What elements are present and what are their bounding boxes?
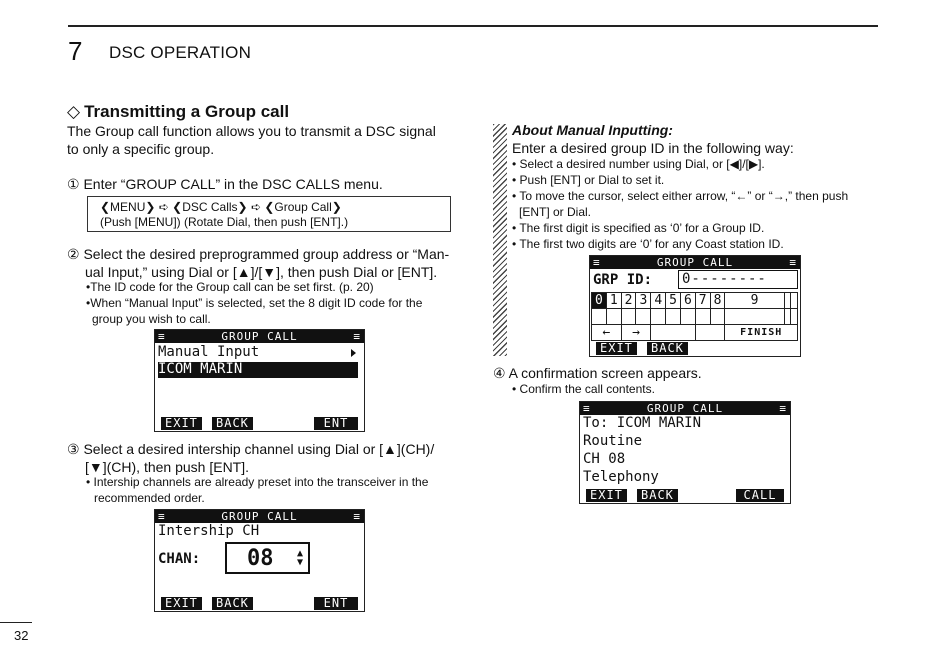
back-softkey[interactable]: BACK [212, 417, 253, 430]
section-heading [67, 102, 289, 122]
exit-softkey[interactable]: EXIT [596, 342, 637, 355]
lcd-title: GROUP CALL [646, 402, 724, 415]
call-softkey[interactable]: CALL [736, 489, 784, 502]
manual-bullet-3: • To move the cursor, select either arrow, “←” or “→,” then push [512, 189, 849, 203]
channel-value: 08 [247, 546, 274, 571]
grp-id-label: GRP ID: [593, 272, 653, 288]
empty-key [791, 293, 798, 309]
grp-id-input[interactable]: 0-------- [678, 270, 798, 289]
menu-icon: ≡ [583, 402, 591, 415]
menu-icon: ≡ [158, 330, 166, 343]
lcd-title: GROUP CALL [656, 256, 734, 269]
arrow-right-icon [351, 349, 356, 357]
digit-key[interactable]: 1 [606, 293, 621, 309]
digit-key[interactable]: 3 [636, 293, 651, 309]
section-title: Transmitting a Group call [84, 102, 290, 121]
digit-grid [591, 292, 798, 341]
step-2-note-1: •The ID code for the Group call can be set first. (p. 20) [86, 280, 374, 294]
confirm-recipient: To: ICOM MARIN [583, 415, 702, 431]
digit-row [592, 293, 798, 309]
lcd-title-bar [580, 402, 790, 415]
exit-softkey[interactable]: EXIT [161, 597, 202, 610]
manual-input-title: About Manual Inputting: [512, 122, 673, 138]
step-3-note-1: • Intership channels are already preset into the transceiver in the [86, 475, 429, 489]
ent-softkey[interactable]: ENT [314, 597, 358, 610]
chapter-number: 7 [68, 36, 83, 66]
menu-path-row: ❮MENU❯ ➪ ❮DSC Calls❯ ➪ ❮Group Call❯ [100, 200, 342, 214]
lcd-title-bar [155, 510, 364, 523]
lcd-intership-channel [154, 509, 365, 612]
empty-key [784, 293, 791, 309]
digit-key[interactable]: 7 [695, 293, 710, 309]
manual-bullet-5: • The first two digits are ‘0’ for any Coast station ID. [512, 237, 784, 251]
menu-icon: ≡ [593, 256, 601, 269]
intro-line-2: to only a specific group. [67, 141, 215, 157]
chan-label: CHAN: [158, 551, 201, 567]
menu-path-instructions: (Push [MENU]) (Rotate Dial, then push [ENT].) [100, 215, 349, 229]
step-2-line-2: ual Input,” using Dial or [▲]/[▼], then push Dial or [ENT]. [85, 264, 438, 280]
digit-key[interactable]: 2 [621, 293, 636, 309]
finish-key[interactable]: FINISH [725, 325, 798, 341]
lcd-title: GROUP CALL [221, 510, 298, 523]
channel-value-box[interactable] [225, 542, 310, 574]
manual-bullet-4: • The first digit is specified as ‘0’ for a Group ID. [512, 221, 765, 235]
empty-key [695, 325, 725, 341]
intro-line-1: The Group call function allows you to transmit a DSC signal [67, 123, 436, 139]
exit-softkey[interactable]: EXIT [161, 417, 202, 430]
digit-key[interactable]: 5 [666, 293, 681, 309]
lcd-title: GROUP CALL [221, 330, 298, 343]
manual-bullet-1: • Select a desired number using Dial, or [◀]/[▶]. [512, 157, 765, 171]
step-1: ① Enter “GROUP CALL” in the DSC CALLS menu. [67, 176, 383, 192]
lcd-title-bar [155, 330, 364, 343]
back-softkey[interactable]: BACK [637, 489, 678, 502]
intership-ch-label: Intership CH [158, 523, 260, 539]
step-4-note: • Confirm the call contents. [512, 382, 655, 396]
step-2-line-1: ② Select the desired preprogrammed group address or “Man- [67, 246, 450, 262]
lcd-group-id-entry [589, 255, 801, 357]
left-arrow-key[interactable]: ← [592, 325, 622, 341]
step-2-note-2-cont: group you wish to call. [92, 312, 211, 326]
digit-key[interactable]: 4 [651, 293, 666, 309]
page-number: 32 [14, 628, 29, 643]
step-3-line-1: ③ Select a desired intership channel using Dial or [▲](CH)/ [67, 441, 435, 457]
menu-icon: ≡ [789, 256, 797, 269]
menu-icon: ≡ [353, 510, 361, 523]
header-rule [68, 25, 878, 27]
menu-path-box [87, 196, 451, 232]
confirm-channel: CH 08 [583, 451, 626, 467]
ent-softkey[interactable]: ENT [314, 417, 358, 430]
step-4: ④ A confirmation screen appears. [493, 365, 702, 381]
menu-icon: ≡ [158, 510, 166, 523]
right-arrow-key[interactable]: → [621, 325, 651, 341]
back-softkey[interactable]: BACK [647, 342, 688, 355]
back-softkey[interactable]: BACK [212, 597, 253, 610]
manual-bullet-2: • Push [ENT] or Dial to set it. [512, 173, 665, 187]
step-2-note-2: •When “Manual Input” is selected, set the 8 digit ID code for the [86, 296, 423, 310]
control-row [592, 325, 798, 341]
digit-key[interactable]: 9 [725, 293, 784, 309]
lcd-confirmation [579, 401, 791, 504]
list-item-manual-input[interactable]: Manual Input [158, 344, 260, 360]
diamond-icon: ◇ [67, 102, 81, 121]
lcd-group-call-list [154, 329, 365, 432]
manual-bullet-3-cont: [ENT] or Dial. [519, 205, 592, 219]
step-3-line-2: [▼](CH), then push [ENT]. [85, 459, 250, 475]
exit-softkey[interactable]: EXIT [586, 489, 627, 502]
page-number-rule [0, 622, 32, 623]
digit-key[interactable]: 6 [680, 293, 695, 309]
digit-key[interactable]: 8 [710, 293, 725, 309]
menu-icon: ≡ [353, 330, 361, 343]
list-item-icom-marin[interactable]: ICOM MARIN [158, 361, 243, 377]
side-note-hatch [493, 124, 507, 356]
lcd-title-bar [590, 256, 800, 269]
chapter-title: DSC OPERATION [109, 43, 252, 62]
empty-key [651, 325, 695, 341]
confirm-category: Routine [583, 433, 643, 449]
confirm-mode: Telephony [583, 469, 659, 485]
up-down-icon: ▲ ▼ [296, 548, 303, 568]
blank-row [592, 309, 798, 325]
digit-key[interactable]: 0 [592, 293, 607, 309]
step-3-note-1-cont: recommended order. [94, 491, 205, 505]
menu-icon: ≡ [779, 402, 787, 415]
manual-input-intro: Enter a desired group ID in the following way: [512, 140, 794, 156]
